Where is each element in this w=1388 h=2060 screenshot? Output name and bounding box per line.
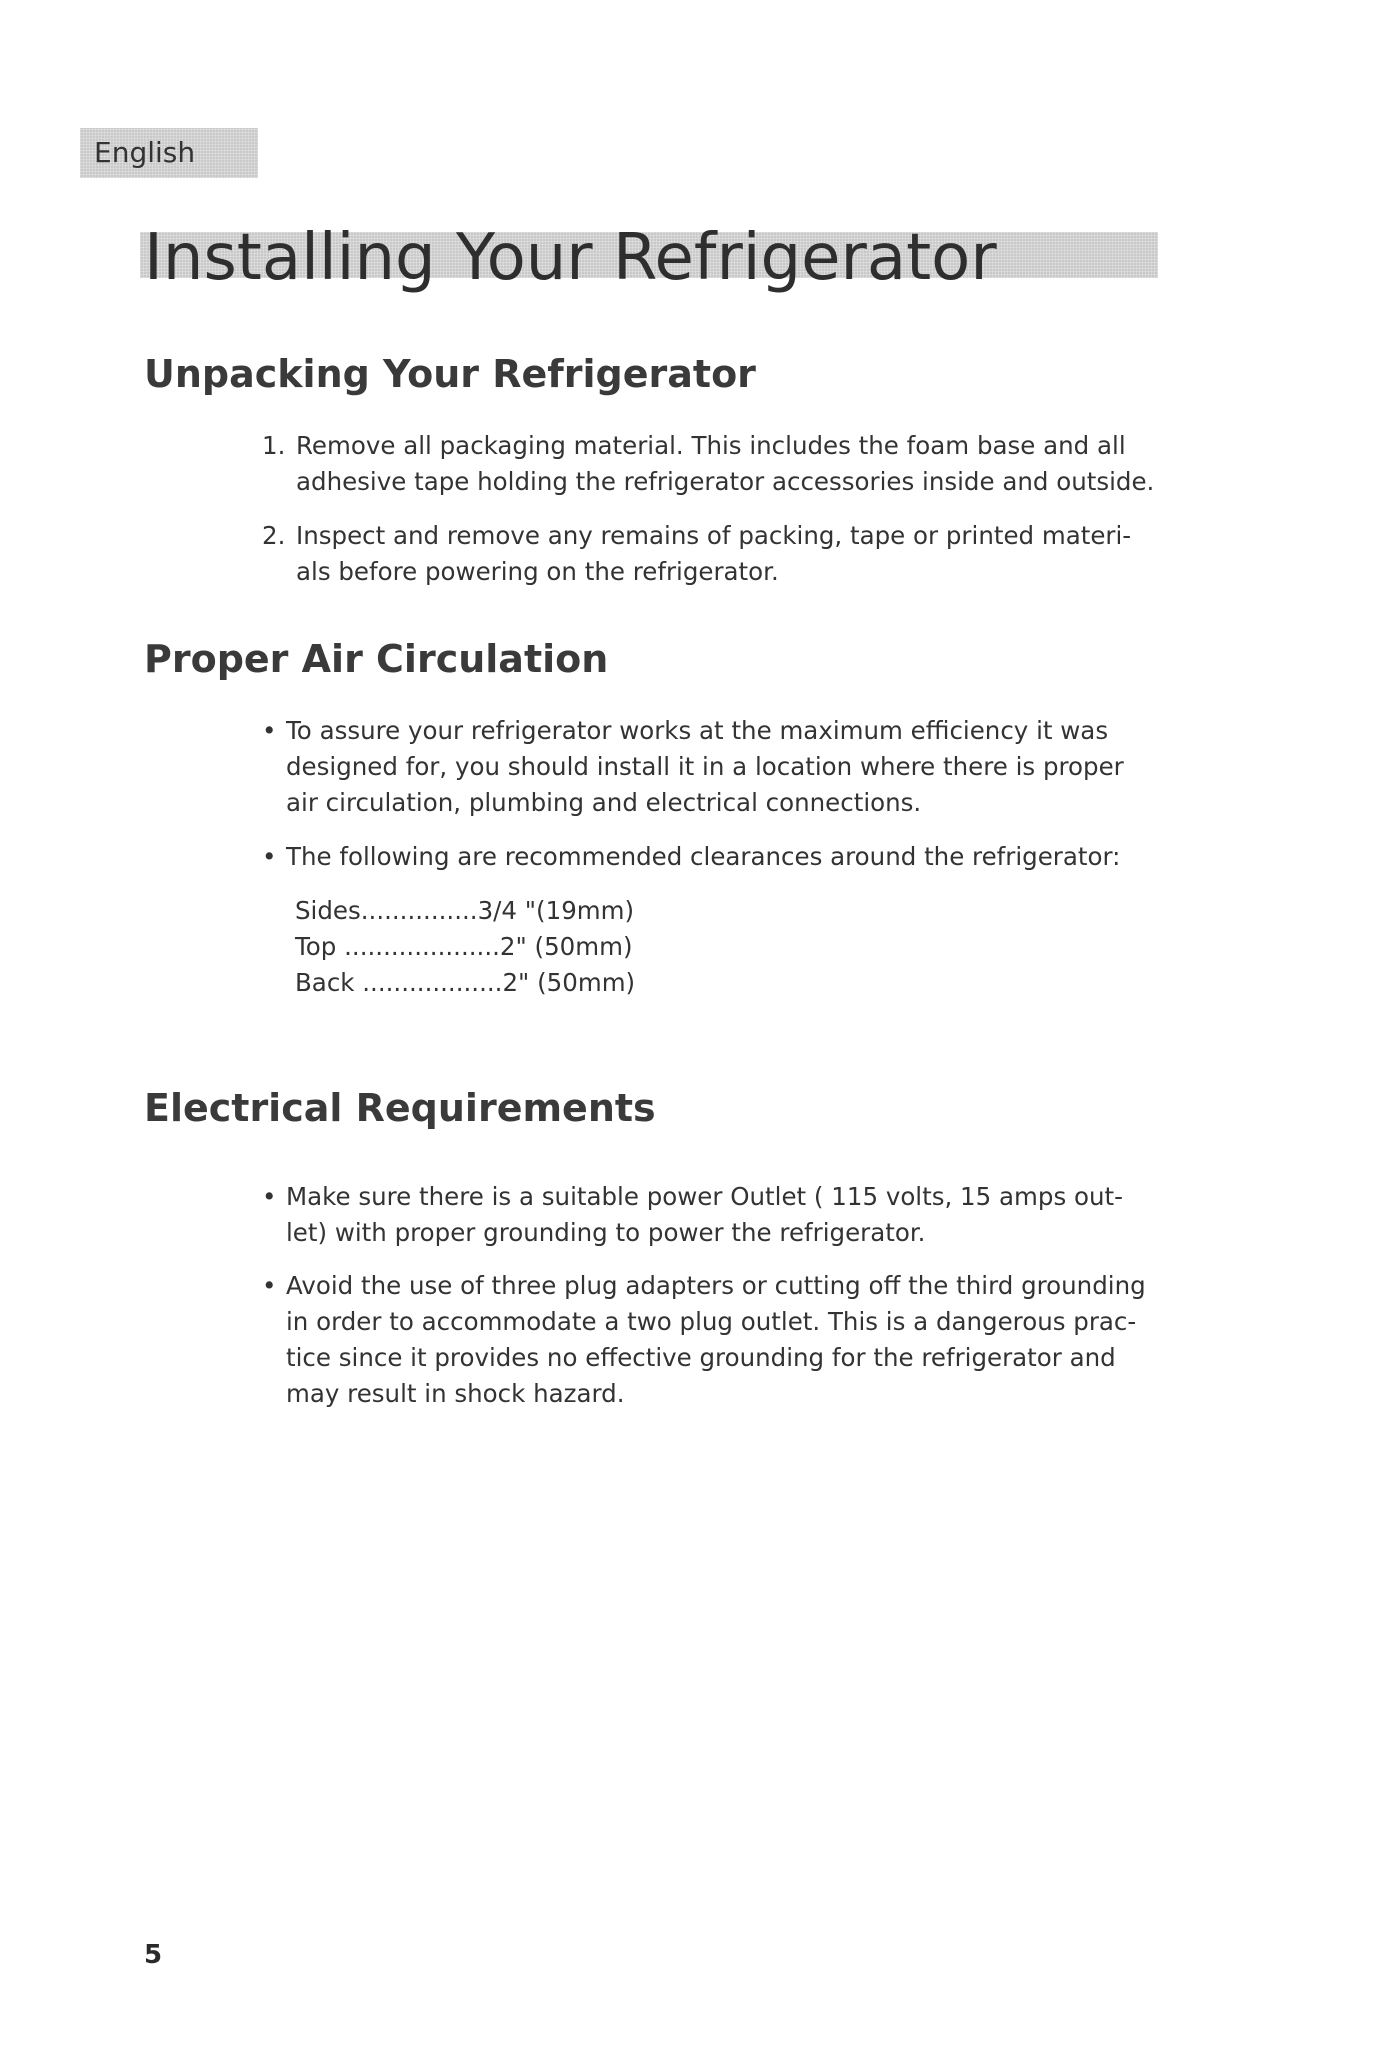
page-number: 5: [144, 1940, 163, 1970]
clearance-sides: Sides...............3/4 "(19mm): [295, 896, 635, 925]
bullet-text: The following are recommended clearances around the refrigerator:: [286, 842, 1121, 871]
section-heading-electrical: Electrical Requirements: [144, 1086, 656, 1130]
section-heading-air-circulation: Proper Air Circulation: [144, 637, 609, 681]
language-tab: English: [80, 128, 258, 178]
list-number: 2.: [262, 521, 286, 550]
clearance-back: Back ..................2" (50mm): [295, 968, 636, 997]
bullet-icon: •: [262, 842, 277, 871]
list-text: Inspect and remove any remains of packing, tape or printed materi-als before powering on the refrigerator.: [296, 521, 1132, 586]
bullet-text: To assure your refrigerator works at the maximum efficiency it was designed for, you should install it in a location where there is proper air circulation, plumbing and electrical connections.: [286, 716, 1124, 817]
bullet-item: [262, 1268, 1162, 1412]
bullet-icon: •: [262, 1271, 277, 1300]
list-number: 1.: [262, 431, 286, 460]
bullet-icon: •: [262, 716, 277, 745]
bullet-item: [262, 1179, 1162, 1251]
list-item: [262, 518, 1162, 590]
list-item: [262, 428, 1162, 500]
clearance-top: Top ....................2" (50mm): [295, 932, 633, 961]
page-title: Installing Your Refrigerator: [144, 221, 997, 295]
bullet-text: Make sure there is a suitable power Outlet ( 115 volts, 15 amps out-let) with proper grounding to power the refrigerator.: [286, 1182, 1123, 1247]
section-heading-unpacking: Unpacking Your Refrigerator: [144, 352, 756, 396]
bullet-icon: •: [262, 1182, 277, 1211]
bullet-item: [262, 713, 1162, 821]
bullet-item: [262, 839, 1162, 875]
list-text: Remove all packaging material. This includes the foam base and all adhesive tape holding the refrigerator accessories inside and outside.: [296, 431, 1155, 496]
bullet-text: Avoid the use of three plug adapters or cutting off the third grounding in order to accommodate a two plug outlet. This is a dangerous prac-tice since it provides no effective grounding for the refrigerator and may result in shock hazard.: [286, 1271, 1146, 1408]
